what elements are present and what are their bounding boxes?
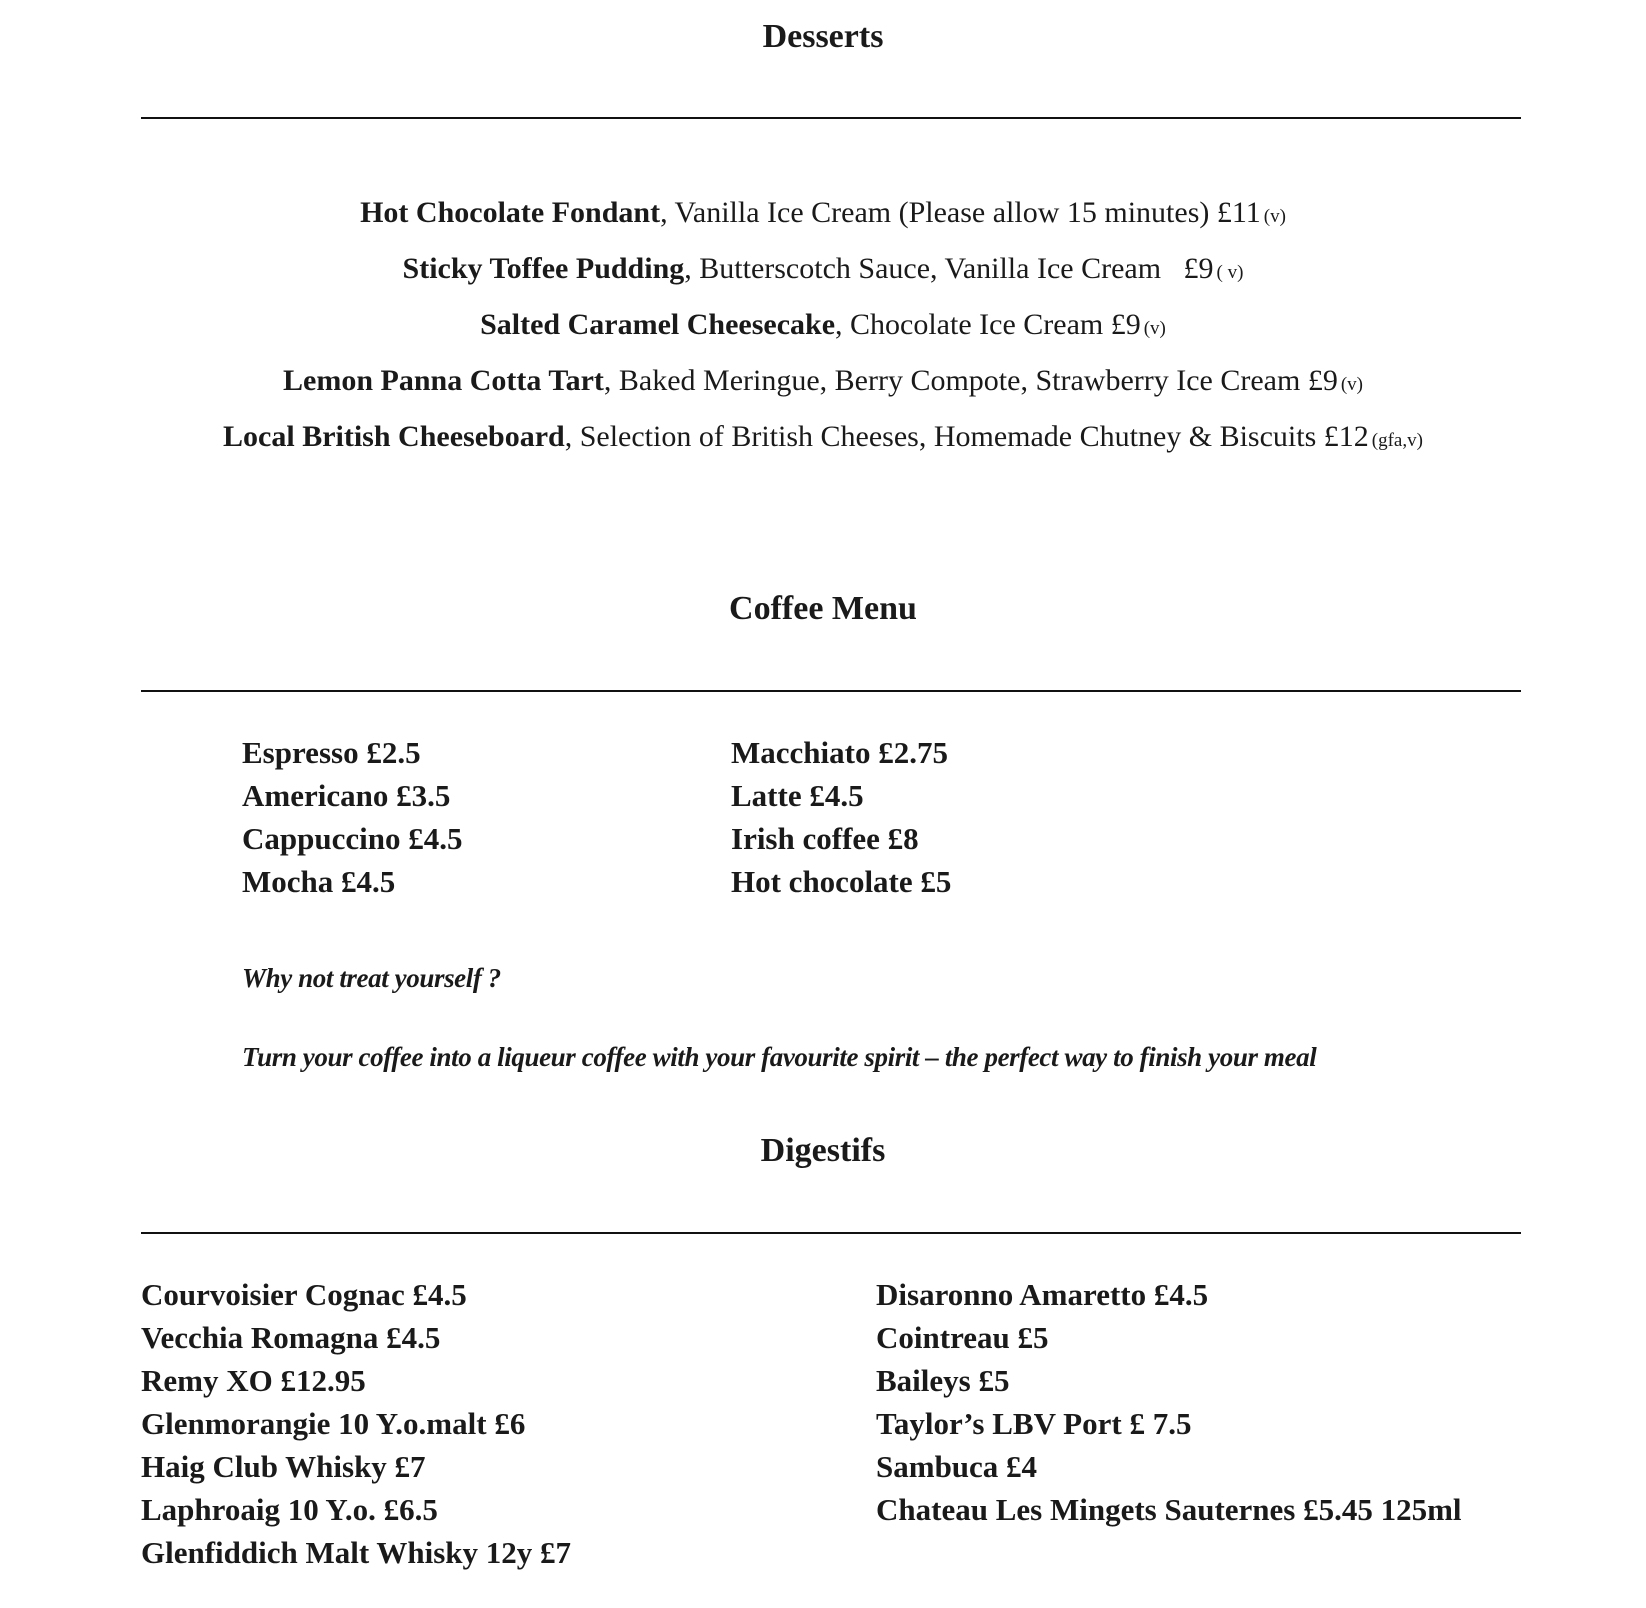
digestif-item: Courvoisier Cognac £4.5: [141, 1277, 467, 1312]
coffee-item: Macchiato £2.75: [731, 735, 948, 770]
dietary-tag: (gfa,v): [1371, 430, 1423, 451]
dessert-description: , Vanilla Ice Cream (Please allow 15 minutes) £11: [660, 196, 1261, 229]
coffee-item: Hot chocolate £5: [731, 864, 952, 899]
dietary-tag: (v): [1263, 206, 1286, 227]
dessert-name: Local British Cheeseboard: [223, 420, 565, 453]
dietary-tag: (v): [1143, 318, 1166, 339]
digestif-item: Disaronno Amaretto £4.5: [876, 1277, 1209, 1312]
coffee-item: Mocha £4.5: [242, 864, 396, 899]
digestif-item: Chateau Les Mingets Sauternes £5.45 125ml: [876, 1492, 1462, 1527]
digestifs-heading: Digestifs: [760, 1132, 886, 1169]
dessert-item: [0, 422, 1646, 452]
coffee-item: Irish coffee £8: [731, 821, 919, 856]
digestif-item: Haig Club Whisky £7: [141, 1449, 426, 1484]
dessert-description: , Selection of British Cheeses, Homemade Chutney & Biscuits £12: [564, 420, 1369, 453]
dessert-name: Salted Caramel Cheesecake: [480, 308, 836, 341]
coffee-divider: [141, 690, 1521, 692]
dessert-item: [0, 366, 1646, 396]
digestifs-divider: [141, 1232, 1521, 1234]
digestif-item: Vecchia Romagna £4.5: [141, 1320, 441, 1355]
coffee-heading: Coffee Menu: [729, 590, 917, 627]
digestif-item: Laphroaig 10 Y.o. £6.5: [141, 1492, 438, 1527]
dietary-tag: (v): [1340, 374, 1363, 395]
coffee-note: Why not treat yourself ?: [242, 963, 501, 993]
coffee-item: Americano £3.5: [242, 778, 451, 813]
digestif-item: Sambuca £4: [876, 1449, 1038, 1484]
dessert-description: , Baked Meringue, Berry Compote, Strawberry Ice Cream £9: [603, 364, 1338, 397]
dessert-name: Sticky Toffee Pudding: [402, 252, 685, 285]
desserts-divider: [141, 117, 1521, 119]
digestif-item: Remy XO £12.95: [141, 1363, 366, 1398]
digestif-item: Glenfiddich Malt Whisky 12y £7: [141, 1535, 572, 1570]
digestif-item: Cointreau £5: [876, 1320, 1049, 1355]
dietary-tag: ( v): [1216, 262, 1244, 283]
digestif-item: Glenmorangie 10 Y.o.malt £6: [141, 1406, 526, 1441]
coffee-liqueur-note: Turn your coffee into a liqueur coffee with your favourite spirit – the perfect way to finish your meal: [242, 1042, 1317, 1072]
dessert-name: Hot Chocolate Fondant: [360, 196, 661, 229]
dessert-description: , Butterscotch Sauce, Vanilla Ice Cream £9: [684, 252, 1214, 285]
desserts-heading: Desserts: [762, 18, 884, 55]
coffee-item: Cappuccino £4.5: [242, 821, 463, 856]
digestif-item: Taylor’s LBV Port £ 7.5: [876, 1406, 1192, 1441]
dessert-name: Lemon Panna Cotta Tart: [283, 364, 604, 397]
coffee-item: Latte £4.5: [731, 778, 864, 813]
dessert-description: , Chocolate Ice Cream £9: [835, 308, 1141, 341]
dessert-item: [0, 310, 1646, 340]
coffee-item: Espresso £2.5: [242, 735, 421, 770]
dessert-item: [0, 198, 1646, 228]
dessert-item: [0, 254, 1646, 284]
digestif-item: Baileys £5: [876, 1363, 1010, 1398]
